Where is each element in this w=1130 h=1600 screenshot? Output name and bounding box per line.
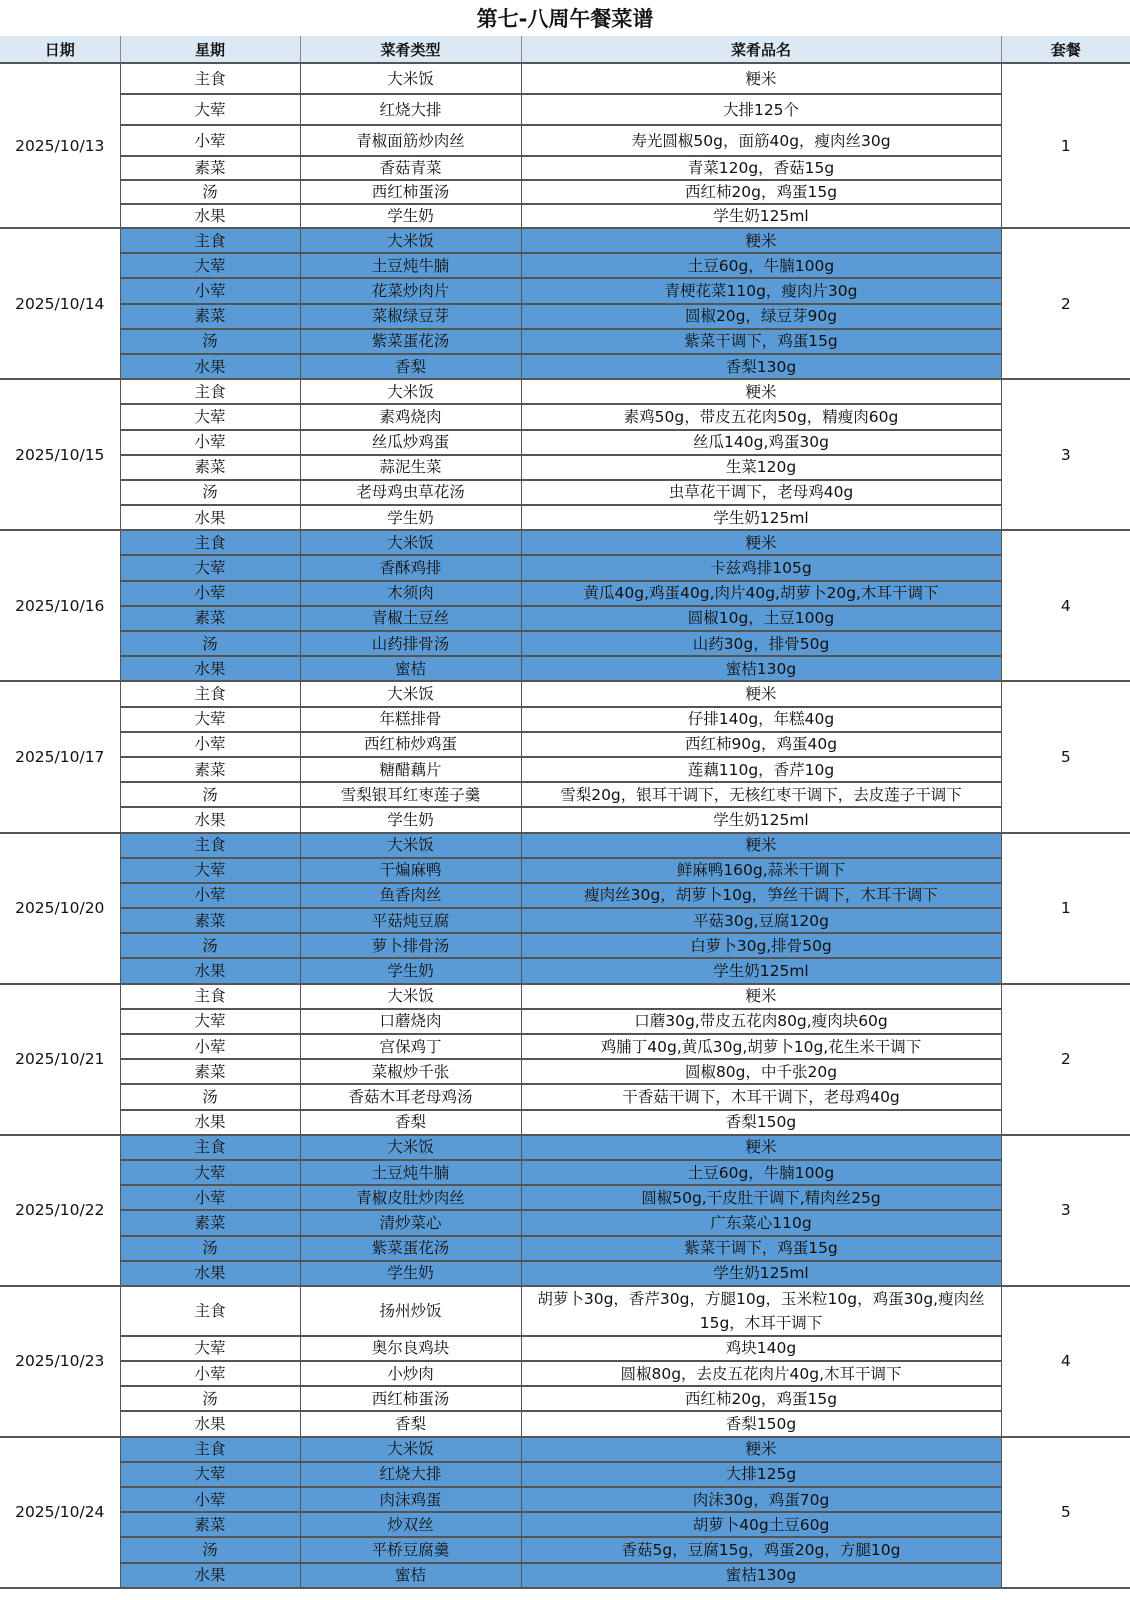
table-row [0,94,1130,125]
category-cell: 小荤 [120,883,300,908]
category-cell: 小荤 [120,732,300,757]
ingredients-cell: 青菜120g，香菇15g [521,156,1001,180]
ingredients-cell: 青梗花菜110g，瘦肉片30g [521,278,1001,303]
dish-cell: 扬州炒饭 [300,1286,521,1336]
dish-cell: 丝瓜炒鸡蛋 [300,430,521,455]
category-cell: 水果 [120,656,300,681]
ingredients-cell: 卡兹鸡排105g [521,555,1001,580]
ingredients-cell: 大排125g [521,1462,1001,1487]
dish-cell: 肉沫鸡蛋 [300,1487,521,1512]
dish-cell: 土豆炖牛腩 [300,253,521,278]
dish-cell: 香梨 [300,354,521,379]
dish-cell: 大米饭 [300,1437,521,1462]
dish-cell: 学生奶 [300,505,521,530]
table-row [0,1160,1130,1185]
date-cell: 2025/10/21 [0,984,120,1135]
table-row [0,681,1130,706]
table-row [0,807,1130,832]
category-cell: 主食 [120,833,300,858]
table-row [0,180,1130,204]
category-cell: 小荤 [120,278,300,303]
dish-cell: 素鸡烧肉 [300,404,521,429]
page-title: 第七-八周午餐菜谱 [476,7,654,31]
date-cell: 2025/10/17 [0,681,120,832]
table-row [0,858,1130,883]
category-cell: 大荤 [120,1462,300,1487]
set-meal-cell: 4 [1001,530,1130,681]
category-cell: 水果 [120,807,300,832]
ingredients-cell: 香梨130g [521,354,1001,379]
ingredients-cell: 莲藕110g，香芹10g [521,757,1001,782]
ingredients-cell: 土豆60g，牛腩100g [521,1160,1001,1185]
date-cell: 2025/10/20 [0,833,120,984]
category-cell: 主食 [120,1286,300,1336]
ingredients-cell: 生菜120g [521,455,1001,480]
category-cell: 水果 [120,1110,300,1135]
dish-cell: 香酥鸡排 [300,555,521,580]
ingredients-cell: 寿光圆椒50g，面筋40g，瘦肉丝30g [521,125,1001,156]
dish-cell: 学生奶 [300,204,521,228]
category-cell: 小荤 [120,581,300,606]
table-row [0,505,1130,530]
dish-cell: 鱼香肉丝 [300,883,521,908]
category-cell: 主食 [120,681,300,706]
category-cell: 汤 [120,1386,300,1411]
category-cell: 小荤 [120,1487,300,1512]
table-row [0,1059,1130,1084]
table-row [0,1084,1130,1109]
ingredients-cell: 粳米 [521,984,1001,1009]
category-cell: 汤 [120,480,300,505]
ingredients-cell: 香梨150g [521,1411,1001,1436]
dish-cell: 糖醋藕片 [300,757,521,782]
table-row [0,782,1130,807]
table-row [0,1110,1130,1135]
category-cell: 素菜 [120,455,300,480]
table-row [0,833,1130,858]
category-cell: 小荤 [120,1185,300,1210]
header-set-meal: 套餐 [1001,36,1130,63]
table-row [0,1386,1130,1411]
set-meal-cell: 5 [1001,1437,1130,1588]
dish-cell: 香梨 [300,1411,521,1436]
table-row [0,1563,1130,1588]
table-row [0,581,1130,606]
table-row [0,1261,1130,1286]
ingredients-cell: 仔排140g，年糕40g [521,707,1001,732]
category-cell: 水果 [120,1563,300,1588]
dish-cell: 菜椒绿豆芽 [300,304,521,329]
set-meal-cell: 3 [1001,379,1130,530]
dish-cell: 宫保鸡丁 [300,1034,521,1059]
category-cell: 小荤 [120,1034,300,1059]
ingredients-cell: 平菇30g,豆腐120g [521,908,1001,933]
table-row [0,1009,1130,1034]
category-cell: 汤 [120,329,300,354]
table-row [0,404,1130,429]
date-cell: 2025/10/24 [0,1437,120,1588]
category-cell: 水果 [120,1261,300,1286]
ingredients-cell: 西红柿90g，鸡蛋40g [521,732,1001,757]
ingredients-cell: 广东菜心110g [521,1210,1001,1235]
category-cell: 水果 [120,1411,300,1436]
dish-cell: 西红柿蛋汤 [300,180,521,204]
ingredients-cell: 西红柿20g，鸡蛋15g [521,1386,1001,1411]
table-row [0,253,1130,278]
ingredients-cell: 丝瓜140g,鸡蛋30g [521,430,1001,455]
ingredients-cell: 蜜桔130g [521,1563,1001,1588]
ingredients-cell: 肉沫30g，鸡蛋70g [521,1487,1001,1512]
dish-cell: 红烧大排 [300,1462,521,1487]
menu-table [0,36,1130,1589]
ingredients-cell: 大排125个 [521,94,1001,125]
ingredients-cell: 粳米 [521,1437,1001,1462]
category-cell: 水果 [120,354,300,379]
dish-cell: 蜜桔 [300,1563,521,1588]
category-cell: 素菜 [120,606,300,631]
dish-cell: 小炒肉 [300,1361,521,1386]
dish-cell: 木须肉 [300,581,521,606]
ingredients-cell: 雪梨20g，银耳干调下，无核红枣干调下，去皮莲子干调下 [521,782,1001,807]
dish-cell: 香菇木耳老母鸡汤 [300,1084,521,1109]
dish-cell: 红烧大排 [300,94,521,125]
ingredients-cell: 鸡块140g [521,1336,1001,1361]
category-cell: 素菜 [120,908,300,933]
ingredients-cell: 学生奶125ml [521,958,1001,983]
category-cell: 大荤 [120,858,300,883]
category-cell: 汤 [120,180,300,204]
ingredients-cell: 粳米 [521,63,1001,94]
ingredients-cell: 鸡脯丁40g,黄瓜30g,胡萝卜10g,花生米干调下 [521,1034,1001,1059]
table-row [0,455,1130,480]
ingredients-cell: 香梨150g [521,1110,1001,1135]
ingredients-cell: 土豆60g，牛腩100g [521,253,1001,278]
table-row [0,958,1130,983]
category-cell: 素菜 [120,156,300,180]
category-cell: 大荤 [120,1336,300,1361]
dish-cell: 西红柿蛋汤 [300,1386,521,1411]
category-cell: 汤 [120,933,300,958]
table-row [0,63,1130,94]
set-meal-cell: 3 [1001,1135,1130,1286]
table-row [0,1286,1130,1336]
ingredients-cell: 圆椒80g，中千张20g [521,1059,1001,1084]
table-row [0,1487,1130,1512]
category-cell: 小荤 [120,430,300,455]
table-row [0,354,1130,379]
ingredients-cell: 蜜桔130g [521,656,1001,681]
dish-cell: 年糕排骨 [300,707,521,732]
dish-cell: 老母鸡虫草花汤 [300,480,521,505]
table-row [0,304,1130,329]
table-row [0,278,1130,303]
dish-cell: 菜椒炒千张 [300,1059,521,1084]
category-cell: 素菜 [120,757,300,782]
category-cell: 小荤 [120,1361,300,1386]
dish-cell: 紫菜蛋花汤 [300,329,521,354]
table-row [0,732,1130,757]
ingredients-cell: 胡萝卜30g，香芹30g，方腿10g，玉米粒10g，鸡蛋30g,瘦肉丝15g，木耳干调下 [521,1286,1001,1336]
category-cell: 水果 [120,958,300,983]
dish-cell: 大米饭 [300,833,521,858]
category-cell: 主食 [120,63,300,94]
category-cell: 大荤 [120,555,300,580]
header-dish-type: 菜肴类型 [300,36,521,63]
table-row [0,379,1130,404]
table-row [0,204,1130,228]
ingredients-cell: 素鸡50g，带皮五花肉50g，精瘦肉60g [521,404,1001,429]
ingredients-cell: 山药30g，排骨50g [521,631,1001,656]
ingredients-cell: 黄瓜40g,鸡蛋40g,肉片40g,胡萝卜20g,木耳干调下 [521,581,1001,606]
category-cell: 汤 [120,1084,300,1109]
table-row [0,1135,1130,1160]
dish-cell: 大米饭 [300,681,521,706]
date-cell: 2025/10/14 [0,228,120,379]
category-cell: 素菜 [120,1210,300,1235]
dish-cell: 山药排骨汤 [300,631,521,656]
table-row [0,707,1130,732]
table-row [0,757,1130,782]
category-cell: 大荤 [120,404,300,429]
date-cell: 2025/10/16 [0,530,120,681]
dish-cell: 奥尔良鸡块 [300,1336,521,1361]
dish-cell: 青椒面筋炒肉丝 [300,125,521,156]
category-cell: 主食 [120,1437,300,1462]
set-meal-cell: 1 [1001,63,1130,228]
set-meal-cell: 4 [1001,1286,1130,1437]
ingredients-cell: 紫菜干调下，鸡蛋15g [521,1236,1001,1261]
table-row [0,530,1130,555]
category-cell: 素菜 [120,1059,300,1084]
table-row [0,228,1130,253]
dish-cell: 学生奶 [300,958,521,983]
ingredients-cell: 圆椒50g,干皮肚干调下,精肉丝25g [521,1185,1001,1210]
table-row [0,1361,1130,1386]
ingredients-cell: 虫草花干调下，老母鸡40g [521,480,1001,505]
table-row [0,631,1130,656]
dish-cell: 青椒皮肚炒肉丝 [300,1185,521,1210]
ingredients-cell: 香菇5g，豆腐15g，鸡蛋20g，方腿10g [521,1537,1001,1562]
category-cell: 主食 [120,228,300,253]
category-cell: 主食 [120,530,300,555]
menu-body [0,63,1130,1588]
ingredients-cell: 西红柿20g，鸡蛋15g [521,180,1001,204]
dish-cell: 土豆炖牛腩 [300,1160,521,1185]
category-cell: 汤 [120,631,300,656]
category-cell: 大荤 [120,707,300,732]
dish-cell: 干煸麻鸭 [300,858,521,883]
dish-cell: 大米饭 [300,530,521,555]
set-meal-cell: 2 [1001,984,1130,1135]
category-cell: 主食 [120,1135,300,1160]
header-row [0,36,1130,63]
dish-cell: 炒双丝 [300,1512,521,1537]
ingredients-cell: 粳米 [521,379,1001,404]
table-row [0,1462,1130,1487]
ingredients-cell: 干香菇干调下，木耳干调下，老母鸡40g [521,1084,1001,1109]
set-meal-cell: 1 [1001,833,1130,984]
category-cell: 素菜 [120,304,300,329]
date-cell: 2025/10/13 [0,63,120,228]
table-row [0,606,1130,631]
date-cell: 2025/10/22 [0,1135,120,1286]
header-date: 日期 [0,36,120,63]
set-meal-cell: 2 [1001,228,1130,379]
dish-cell: 大米饭 [300,379,521,404]
category-cell: 大荤 [120,1160,300,1185]
dish-cell: 大米饭 [300,228,521,253]
category-cell: 汤 [120,782,300,807]
ingredients-cell: 鲜麻鸭160g,蒜米干调下 [521,858,1001,883]
dish-cell: 大米饭 [300,1135,521,1160]
table-row [0,1537,1130,1562]
ingredients-cell: 瘦肉丝30g，胡萝卜10g，笋丝干调下，木耳干调下 [521,883,1001,908]
table-row [0,329,1130,354]
dish-cell: 香梨 [300,1110,521,1135]
table-row [0,1411,1130,1436]
table-row [0,1034,1130,1059]
table-row [0,908,1130,933]
dish-cell: 花菜炒肉片 [300,278,521,303]
ingredients-cell: 学生奶125ml [521,1261,1001,1286]
ingredients-cell: 口蘑30g,带皮五花肉80g,瘦肉块60g [521,1009,1001,1034]
ingredients-cell: 粳米 [521,530,1001,555]
table-row [0,656,1130,681]
dish-cell: 口蘑烧肉 [300,1009,521,1034]
category-cell: 汤 [120,1236,300,1261]
dish-cell: 青椒土豆丝 [300,606,521,631]
table-row [0,480,1130,505]
dish-cell: 蜜桔 [300,656,521,681]
dish-cell: 香菇青菜 [300,156,521,180]
category-cell: 大荤 [120,94,300,125]
table-row [0,430,1130,455]
ingredients-cell: 紫菜干调下，鸡蛋15g [521,329,1001,354]
ingredients-cell: 学生奶125ml [521,505,1001,530]
ingredients-cell: 圆椒10g，土豆100g [521,606,1001,631]
category-cell: 素菜 [120,1512,300,1537]
table-row [0,1512,1130,1537]
header-dish-name: 菜肴品名 [521,36,1001,63]
ingredients-cell: 圆椒20g，绿豆芽90g [521,304,1001,329]
table-row [0,1236,1130,1261]
dish-cell: 萝卜排骨汤 [300,933,521,958]
dish-cell: 紫菜蛋花汤 [300,1236,521,1261]
category-cell: 水果 [120,505,300,530]
ingredients-cell: 粳米 [521,1135,1001,1160]
dish-cell: 大米饭 [300,63,521,94]
dish-cell: 学生奶 [300,1261,521,1286]
table-row [0,1336,1130,1361]
table-row [0,984,1130,1009]
category-cell: 主食 [120,984,300,1009]
table-row [0,933,1130,958]
dish-cell: 西红柿炒鸡蛋 [300,732,521,757]
table-row [0,1185,1130,1210]
header-weekday: 星期 [120,36,300,63]
ingredients-cell: 胡萝卜40g土豆60g [521,1512,1001,1537]
category-cell: 小荤 [120,125,300,156]
table-row [0,1437,1130,1462]
ingredients-cell: 白萝卜30g,排骨50g [521,933,1001,958]
dish-cell: 蒜泥生菜 [300,455,521,480]
ingredients-cell: 粳米 [521,228,1001,253]
category-cell: 大荤 [120,1009,300,1034]
ingredients-cell: 粳米 [521,833,1001,858]
date-cell: 2025/10/23 [0,1286,120,1437]
category-cell: 主食 [120,379,300,404]
ingredients-cell: 学生奶125ml [521,807,1001,832]
ingredients-cell: 粳米 [521,681,1001,706]
table-row [0,883,1130,908]
dish-cell: 清炒菜心 [300,1210,521,1235]
dish-cell: 学生奶 [300,807,521,832]
category-cell: 大荤 [120,253,300,278]
dish-cell: 平菇炖豆腐 [300,908,521,933]
dish-cell: 平桥豆腐羹 [300,1537,521,1562]
table-row [0,156,1130,180]
set-meal-cell: 5 [1001,681,1130,832]
date-cell: 2025/10/15 [0,379,120,530]
table-row [0,1210,1130,1235]
dish-cell: 大米饭 [300,984,521,1009]
table-row [0,555,1130,580]
category-cell: 水果 [120,204,300,228]
category-cell: 汤 [120,1537,300,1562]
dish-cell: 雪梨银耳红枣莲子羹 [300,782,521,807]
ingredients-cell: 圆椒80g，去皮五花肉片40g,木耳干调下 [521,1361,1001,1386]
ingredients-cell: 学生奶125ml [521,204,1001,228]
table-row [0,125,1130,156]
